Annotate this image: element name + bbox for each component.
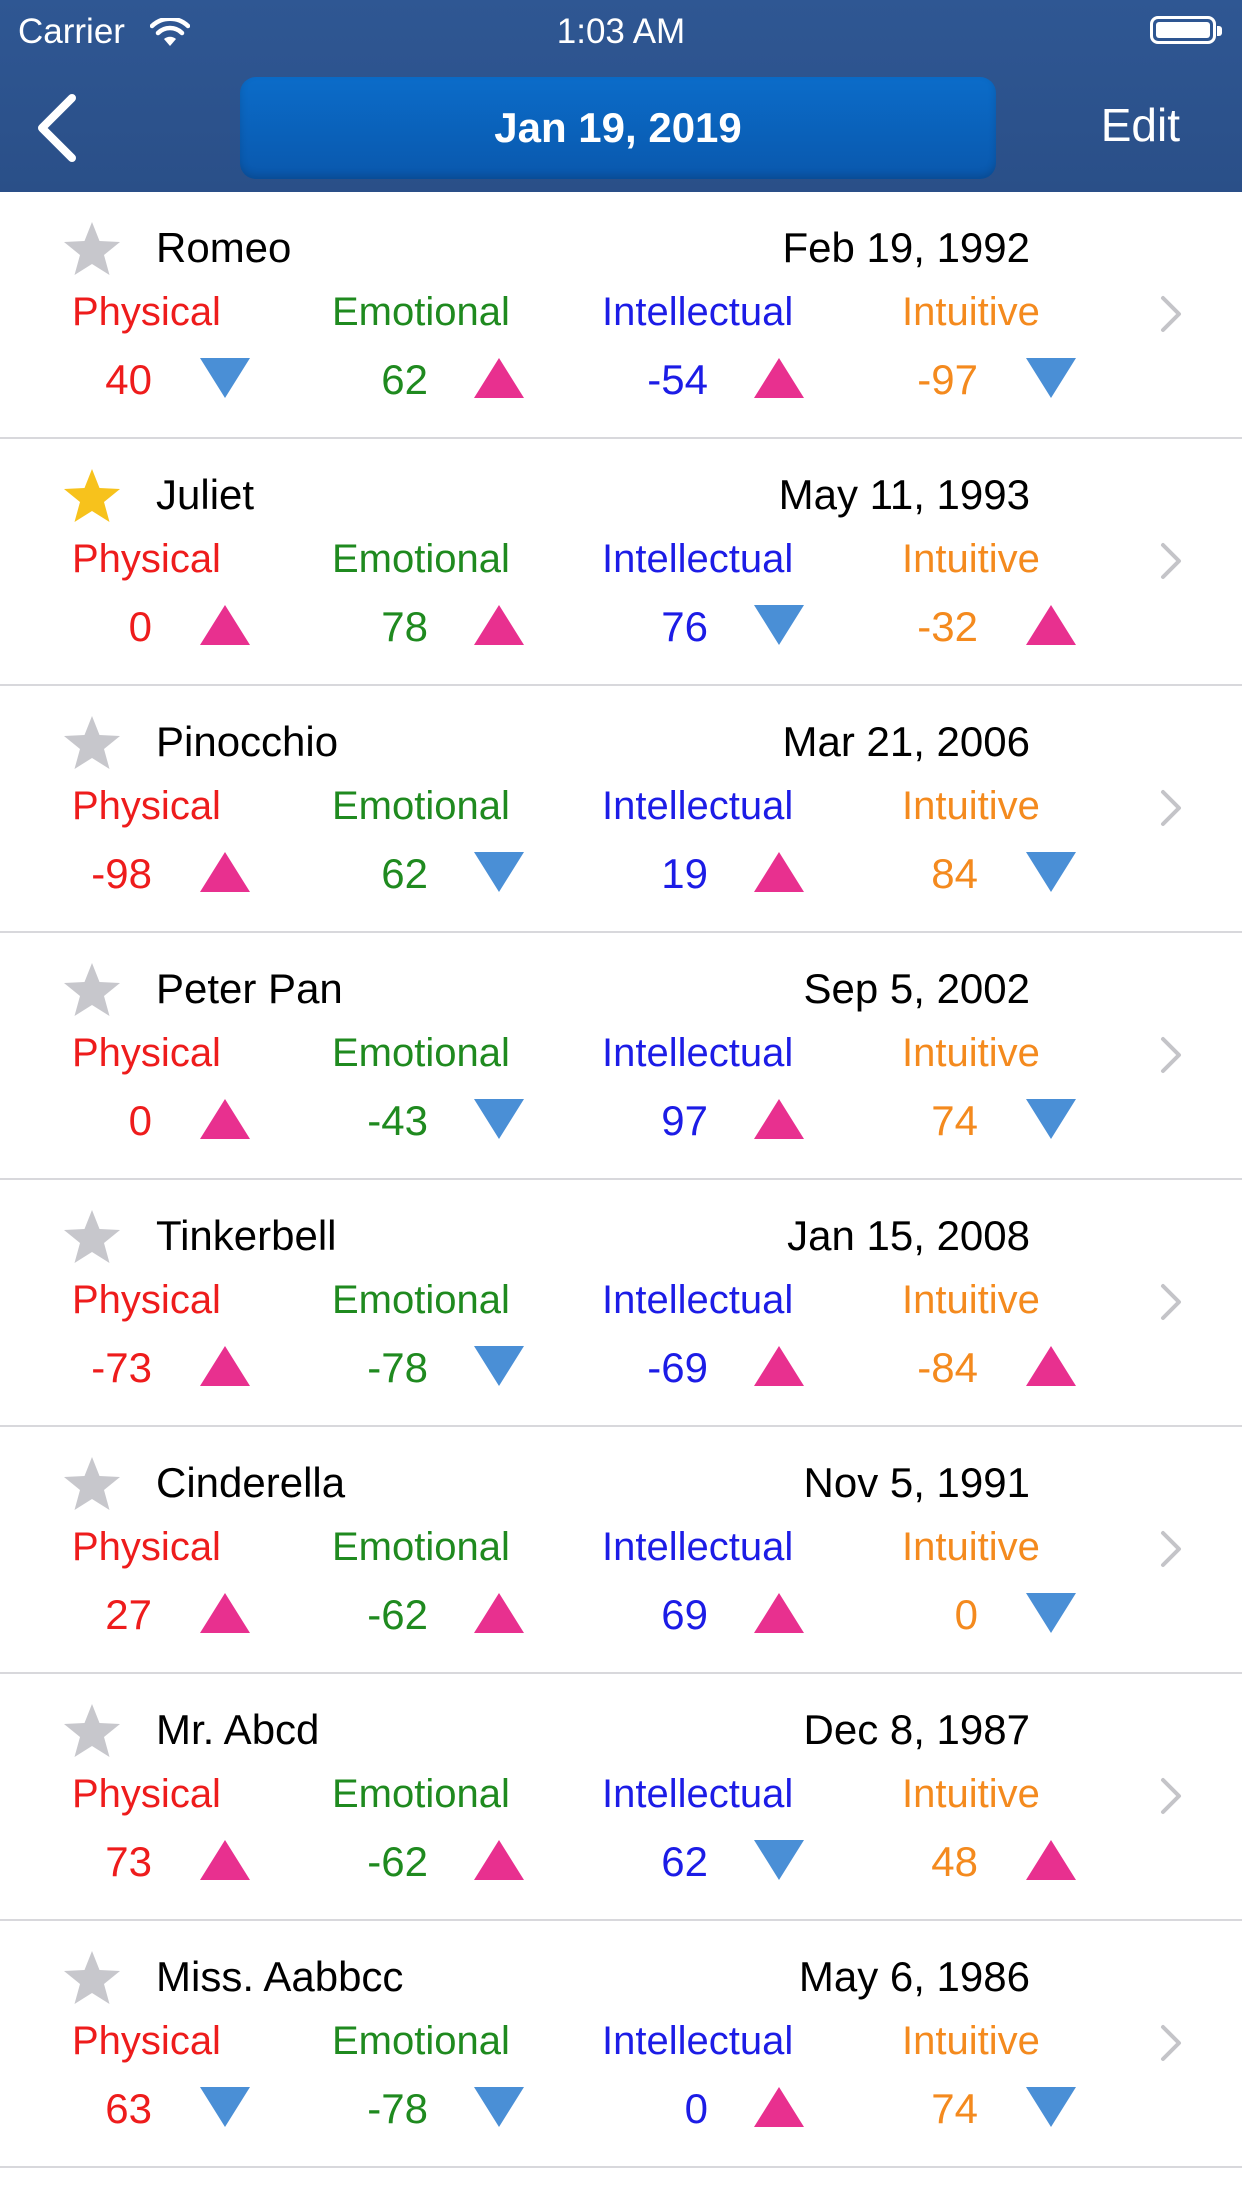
person-birthdate: May 6, 1986	[798, 1953, 1030, 2000]
intuitive-label: Intuitive	[902, 784, 1040, 828]
disclosure-chevron-icon	[1155, 786, 1185, 830]
intellectual-trend-icon	[752, 850, 806, 894]
physical-value: 73	[105, 1838, 152, 1885]
emotional-trend-icon	[472, 1591, 526, 1635]
physical-value: 63	[105, 2085, 152, 2132]
intellectual-label: Intellectual	[602, 290, 794, 334]
intellectual-label: Intellectual	[602, 1031, 794, 1075]
intuitive-value: 0	[954, 1591, 978, 1638]
person-birthdate: Sep 5, 2002	[803, 965, 1030, 1012]
emotional-value: -62	[367, 1591, 428, 1638]
intellectual-trend-icon	[752, 1838, 806, 1882]
physical-label: Physical	[72, 784, 221, 828]
emotional-label: Emotional	[332, 2019, 510, 2063]
intuitive-trend-icon	[1024, 850, 1078, 894]
favorite-star-icon[interactable]	[62, 961, 122, 1019]
person-name: Cinderella	[156, 1459, 346, 1506]
emotional-value: -62	[367, 1838, 428, 1885]
intellectual-value: 0	[684, 2085, 708, 2132]
emotional-value: -43	[367, 1097, 428, 1144]
intuitive-label: Intuitive	[902, 1031, 1040, 1075]
emotional-value: 62	[381, 356, 428, 403]
person-birthdate: Jan 15, 2008	[787, 1212, 1030, 1259]
favorite-star-icon[interactable]	[62, 467, 122, 525]
intellectual-label: Intellectual	[602, 1278, 794, 1322]
emotional-label: Emotional	[332, 537, 510, 581]
disclosure-chevron-icon	[1155, 292, 1185, 336]
selected-date: Jan 19, 2019	[494, 104, 742, 151]
intellectual-value: 19	[661, 850, 708, 897]
back-chevron-icon[interactable]	[30, 90, 88, 166]
person-row[interactable]	[0, 1674, 1242, 1921]
person-birthdate: May 11, 1993	[778, 471, 1030, 518]
physical-trend-icon	[198, 1591, 252, 1635]
physical-value: 40	[105, 356, 152, 403]
carrier-label: Carrier	[18, 12, 125, 51]
person-row[interactable]	[0, 1180, 1242, 1427]
physical-value: 0	[128, 603, 152, 650]
person-row[interactable]	[0, 1921, 1242, 2168]
emotional-value: 62	[381, 850, 428, 897]
physical-value: 27	[105, 1591, 152, 1638]
intuitive-label: Intuitive	[902, 290, 1040, 334]
battery-icon	[1150, 16, 1216, 44]
intellectual-trend-icon	[752, 356, 806, 400]
intellectual-value: 69	[661, 1591, 708, 1638]
intuitive-label: Intuitive	[902, 2019, 1040, 2063]
intellectual-value: -54	[647, 356, 708, 403]
physical-label: Physical	[72, 537, 221, 581]
intuitive-value: 48	[931, 1838, 978, 1885]
intellectual-label: Intellectual	[602, 784, 794, 828]
intellectual-label: Intellectual	[602, 1525, 794, 1569]
emotional-value: -78	[367, 2085, 428, 2132]
intellectual-label: Intellectual	[602, 537, 794, 581]
intuitive-value: 74	[931, 2085, 978, 2132]
emotional-trend-icon	[472, 1097, 526, 1141]
emotional-label: Emotional	[332, 1772, 510, 1816]
intuitive-label: Intuitive	[902, 1772, 1040, 1816]
intuitive-value: 74	[931, 1097, 978, 1144]
person-row[interactable]	[0, 686, 1242, 933]
physical-trend-icon	[198, 2085, 252, 2129]
physical-value: -73	[91, 1344, 152, 1391]
intuitive-value: -32	[917, 603, 978, 650]
emotional-trend-icon	[472, 356, 526, 400]
intuitive-label: Intuitive	[902, 537, 1040, 581]
intuitive-trend-icon	[1024, 356, 1078, 400]
clock: 1:03 AM	[556, 12, 686, 51]
physical-trend-icon	[198, 1344, 252, 1388]
emotional-label: Emotional	[332, 1525, 510, 1569]
intuitive-trend-icon	[1024, 1591, 1078, 1635]
people-list[interactable]	[0, 192, 1242, 2208]
person-row[interactable]	[0, 933, 1242, 1180]
intellectual-label: Intellectual	[602, 1772, 794, 1816]
intuitive-value: -97	[917, 356, 978, 403]
disclosure-chevron-icon	[1155, 2021, 1185, 2065]
physical-label: Physical	[72, 1525, 221, 1569]
intellectual-value: 76	[661, 603, 708, 650]
intuitive-label: Intuitive	[902, 1525, 1040, 1569]
intellectual-trend-icon	[752, 1591, 806, 1635]
favorite-star-icon[interactable]	[62, 1455, 122, 1513]
emotional-trend-icon	[472, 603, 526, 647]
physical-value: 0	[128, 1097, 152, 1144]
emotional-trend-icon	[472, 2085, 526, 2129]
person-row[interactable]	[0, 1427, 1242, 1674]
disclosure-chevron-icon	[1155, 1527, 1185, 1571]
physical-trend-icon	[198, 850, 252, 894]
person-name: Tinkerbell	[156, 1212, 337, 1259]
favorite-star-icon[interactable]	[62, 1208, 122, 1266]
date-picker-button[interactable]	[240, 77, 996, 179]
favorite-star-icon[interactable]	[62, 1949, 122, 2007]
favorite-star-icon[interactable]	[62, 220, 122, 278]
emotional-trend-icon	[472, 1344, 526, 1388]
person-name: Miss. Aabbcc	[156, 1953, 404, 2000]
emotional-value: 78	[381, 603, 428, 650]
intellectual-value: -69	[647, 1344, 708, 1391]
intuitive-value: -84	[917, 1344, 978, 1391]
intellectual-value: 62	[661, 1838, 708, 1885]
status-bar	[0, 8, 1242, 54]
person-birthdate: Feb 19, 1992	[782, 224, 1030, 271]
physical-trend-icon	[198, 603, 252, 647]
emotional-trend-icon	[472, 1838, 526, 1882]
physical-value: -98	[91, 850, 152, 897]
emotional-value: -78	[367, 1344, 428, 1391]
person-name: Juliet	[156, 471, 255, 518]
intellectual-trend-icon	[752, 1344, 806, 1388]
emotional-label: Emotional	[332, 290, 510, 334]
navigation-bar	[0, 0, 1242, 192]
disclosure-chevron-icon	[1155, 539, 1185, 583]
intuitive-trend-icon	[1024, 603, 1078, 647]
person-name: Romeo	[156, 224, 292, 271]
intuitive-label: Intuitive	[902, 1278, 1040, 1322]
emotional-label: Emotional	[332, 784, 510, 828]
intellectual-value: 97	[661, 1097, 708, 1144]
person-name: Pinocchio	[156, 718, 339, 765]
intellectual-trend-icon	[752, 603, 806, 647]
disclosure-chevron-icon	[1155, 1280, 1185, 1324]
disclosure-chevron-icon	[1155, 1033, 1185, 1077]
person-birthdate: Dec 8, 1987	[803, 1706, 1030, 1753]
physical-label: Physical	[72, 290, 221, 334]
physical-trend-icon	[198, 356, 252, 400]
favorite-star-icon[interactable]	[62, 714, 122, 772]
physical-label: Physical	[72, 1278, 221, 1322]
physical-label: Physical	[72, 1031, 221, 1075]
intuitive-trend-icon	[1024, 1344, 1078, 1388]
physical-label: Physical	[72, 2019, 221, 2063]
physical-trend-icon	[198, 1838, 252, 1882]
intellectual-trend-icon	[752, 1097, 806, 1141]
person-row[interactable]	[0, 192, 1242, 439]
intellectual-label: Intellectual	[602, 2019, 794, 2063]
edit-button[interactable]: Edit	[1100, 99, 1180, 151]
emotional-label: Emotional	[332, 1278, 510, 1322]
person-name: Mr. Abcd	[156, 1706, 320, 1753]
person-row[interactable]	[0, 439, 1242, 686]
emotional-label: Emotional	[332, 1031, 510, 1075]
intellectual-trend-icon	[752, 2085, 806, 2129]
person-birthdate: Mar 21, 2006	[782, 718, 1030, 765]
emotional-trend-icon	[472, 850, 526, 894]
person-birthdate: Nov 5, 1991	[803, 1459, 1030, 1506]
disclosure-chevron-icon	[1155, 1774, 1185, 1818]
physical-trend-icon	[198, 1097, 252, 1141]
person-name: Peter Pan	[156, 965, 343, 1012]
intuitive-value: 84	[931, 850, 978, 897]
physical-label: Physical	[72, 1772, 221, 1816]
intuitive-trend-icon	[1024, 1097, 1078, 1141]
intuitive-trend-icon	[1024, 2085, 1078, 2129]
intuitive-trend-icon	[1024, 1838, 1078, 1882]
favorite-star-icon[interactable]	[62, 1702, 122, 1760]
